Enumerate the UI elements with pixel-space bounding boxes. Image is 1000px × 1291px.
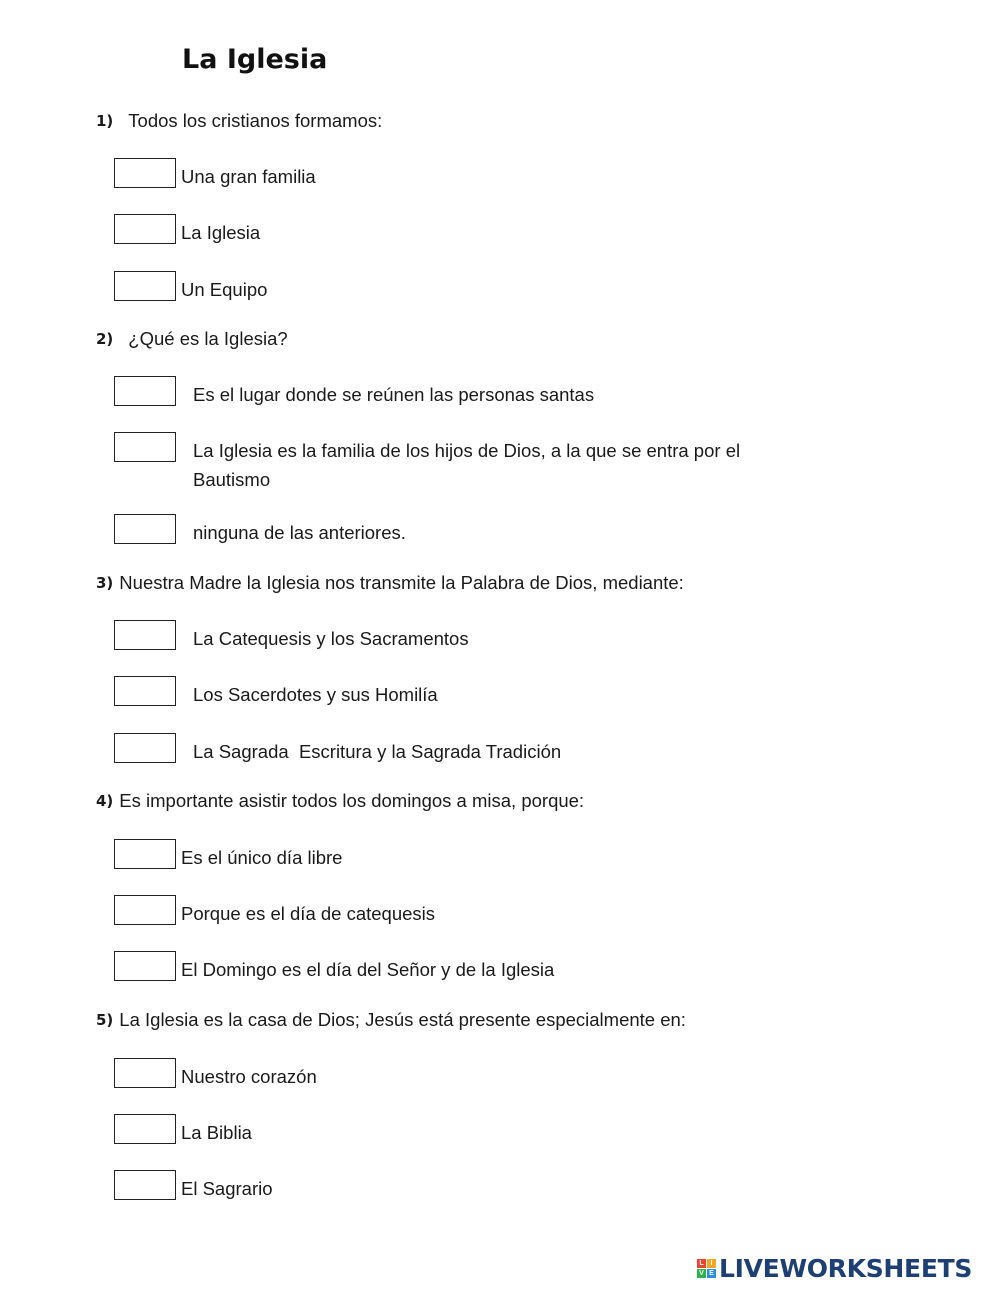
- answer-checkbox[interactable]: [114, 432, 176, 462]
- option-label: Los Sacerdotes y sus Homilía: [193, 684, 438, 705]
- question-3: [96, 571, 684, 595]
- logo-letter: V: [697, 1269, 706, 1278]
- question-text: ¿Qué es la Iglesia?: [128, 328, 288, 349]
- question-1: [96, 109, 382, 133]
- answer-checkbox[interactable]: [114, 733, 176, 763]
- question-number: 1): [96, 112, 114, 130]
- question-number: 2): [96, 330, 114, 348]
- option-label: Porque es el día de catequesis: [181, 903, 436, 924]
- answer-checkbox[interactable]: [114, 1170, 176, 1200]
- answer-checkbox[interactable]: [114, 951, 176, 981]
- answer-checkbox[interactable]: [114, 514, 176, 544]
- answer-checkbox[interactable]: [114, 676, 176, 706]
- option-label: Es el único día libre: [181, 847, 343, 868]
- option-label: Nuestro corazón: [181, 1066, 317, 1087]
- question-text: Es importante asistir todos los domingos a misa, porque:: [119, 790, 585, 811]
- option-label: La Iglesia: [181, 222, 261, 243]
- option-label: Un Equipo: [181, 279, 268, 300]
- question-2: [96, 327, 288, 351]
- option-label: La Sagrada Escritura y la Sagrada Tradición: [193, 741, 562, 762]
- answer-checkbox[interactable]: [114, 271, 176, 301]
- question-number: 3): [96, 574, 114, 592]
- logo-letter: E: [707, 1269, 716, 1278]
- answer-checkbox[interactable]: [114, 895, 176, 925]
- question-4: [96, 789, 584, 813]
- answer-checkbox[interactable]: [114, 1058, 176, 1088]
- option-label: Una gran familia: [181, 166, 316, 187]
- option-label: La Catequesis y los Sacramentos: [193, 628, 469, 649]
- answer-checkbox[interactable]: [114, 1114, 176, 1144]
- liveworksheets-logo: [697, 1254, 972, 1283]
- question-5: [96, 1008, 686, 1032]
- option-label: La Biblia: [181, 1122, 252, 1143]
- logo-text: LIVEWORKSHEETS: [719, 1254, 973, 1283]
- logo-letter: L: [697, 1259, 706, 1268]
- option-label: El Sagrario: [181, 1178, 273, 1199]
- answer-checkbox[interactable]: [114, 620, 176, 650]
- answer-checkbox[interactable]: [114, 214, 176, 244]
- option-label: La Iglesia es la familia de los hijos de Dios, a la que se entra por el Bautismo: [193, 440, 741, 490]
- question-text: La Iglesia es la casa de Dios; Jesús está presente especialmente en:: [119, 1009, 686, 1030]
- question-number: 5): [96, 1011, 114, 1029]
- answer-checkbox[interactable]: [114, 158, 176, 188]
- logo-letter: I: [707, 1259, 716, 1268]
- option-label: Es el lugar donde se reúnen las personas santas: [193, 384, 595, 405]
- question-text: Nuestra Madre la Iglesia nos transmite la Palabra de Dios, mediante:: [119, 572, 684, 593]
- option-label: ninguna de las anteriores.: [193, 522, 406, 543]
- worksheet-title: La Iglesia: [182, 44, 328, 75]
- option-label: El Domingo es el día del Señor y de la Iglesia: [181, 959, 555, 980]
- question-number: 4): [96, 792, 114, 810]
- liveworksheets-logo-icon: [697, 1259, 716, 1278]
- answer-checkbox[interactable]: [114, 376, 176, 406]
- question-text: Todos los cristianos formamos:: [128, 110, 383, 131]
- answer-checkbox[interactable]: [114, 839, 176, 869]
